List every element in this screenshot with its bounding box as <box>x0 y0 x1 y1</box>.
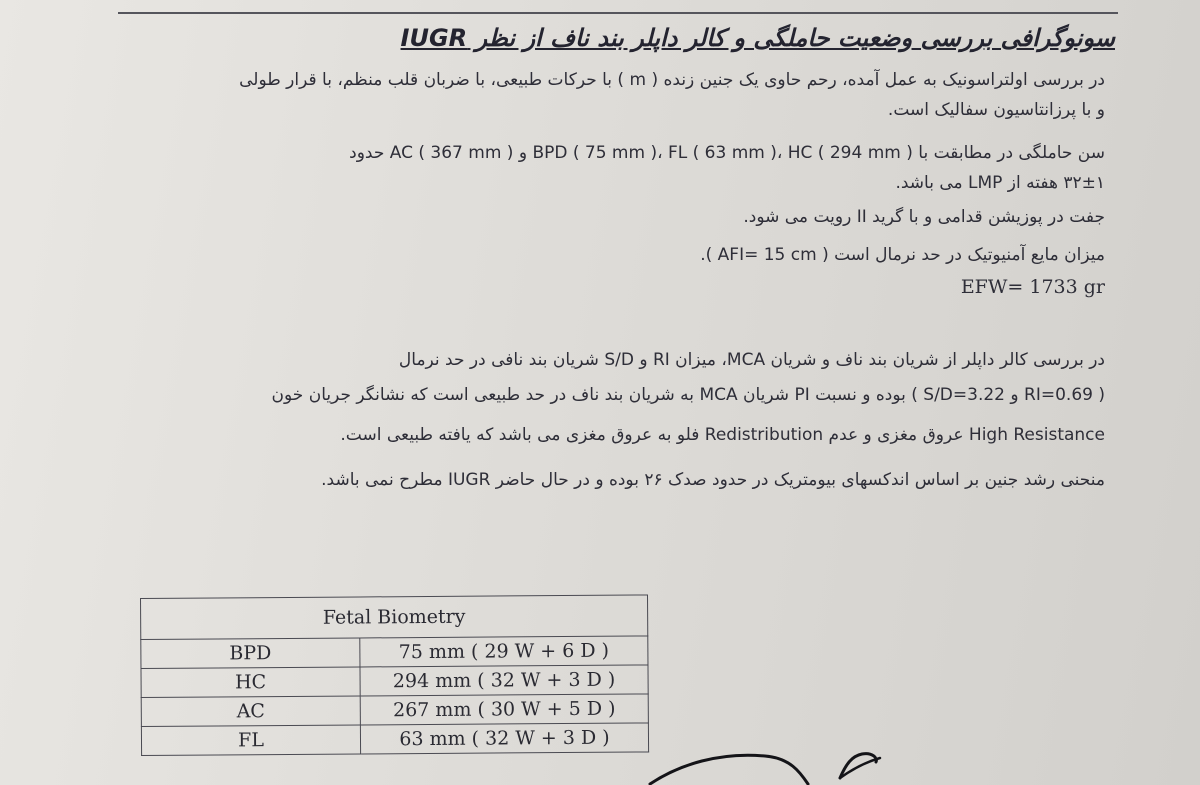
report-line-9: ( RI=0.69 و S/D=3.22 ) بوده و نسبت PI شریان MCA به شریان بند ناف در حد طبیعی است که نشانگر جریان خون <box>271 385 1105 405</box>
top-rule <box>118 12 1118 14</box>
biometry-label: BPD <box>141 638 360 669</box>
report-line-6: میزان مایع آمنیوتیک در حد نرمال است ( AFI= 15 cm ). <box>700 245 1105 265</box>
table-row <box>141 694 648 727</box>
signature-scribble <box>640 738 900 785</box>
biometry-value: 75 mm ( 29 W + 6 D ) <box>360 636 648 667</box>
report-line-3: سن حاملگی در مطابقت با BPD ( 75 mm )، FL ( 63 mm )، HC ( 294 mm ) و AC ( 367 mm ) حدود <box>349 143 1105 163</box>
report-line-2: و با پرزانتاسیون سفالیک است. <box>887 100 1105 120</box>
table-row <box>141 723 648 756</box>
biometry-value: 294 mm ( 32 W + 3 D ) <box>360 665 648 696</box>
report-line-7: EFW= 1733 gr <box>960 276 1105 298</box>
report-line-1: در بررسی اولتراسونیک به عمل آمده، رحم حاوی یک جنین زنده ( m ) با حرکات طبیعی، با ضربان قلب منظم، با قرار طولی <box>239 70 1105 90</box>
fetal-biometry-table <box>140 594 649 756</box>
table-row <box>141 665 648 698</box>
biometry-value: 63 mm ( 32 W + 3 D ) <box>360 723 648 754</box>
biometry-label: AC <box>141 696 360 727</box>
biometry-table-header: Fetal Biometry <box>141 595 648 640</box>
report-title: سونوگرافی بررسی وضعیت حاملگی و کالر داپلر بند ناف از نظر IUGR <box>400 24 1115 52</box>
biometry-label: HC <box>141 667 360 698</box>
biometry-label: FL <box>141 725 360 756</box>
biometry-value: 267 mm ( 30 W + 5 D ) <box>360 694 648 725</box>
report-line-8: در بررسی کالر داپلر از شریان بند ناف و شریان MCA، میزان RI و S/D شریان بند نافی در حد نرمال <box>398 350 1105 370</box>
report-line-11: منحنی رشد جنین بر اساس اندکسهای بیومتریک در حدود صدک ۲۶ بوده و در حال حاضر IUGR مطرح نمی باشد. <box>321 470 1105 490</box>
report-line-4: ۳۲±۱ هفته از LMP می باشد. <box>895 173 1105 193</box>
report-line-5: جفت در پوزیشن قدامی و با گرید II رویت می شود. <box>743 207 1105 227</box>
table-row <box>141 636 648 669</box>
report-line-10: High Resistance عروق مغزی و عدم Redistribution فلو به عروق مغزی می باشد که یافته طبیعی است. <box>340 425 1105 445</box>
